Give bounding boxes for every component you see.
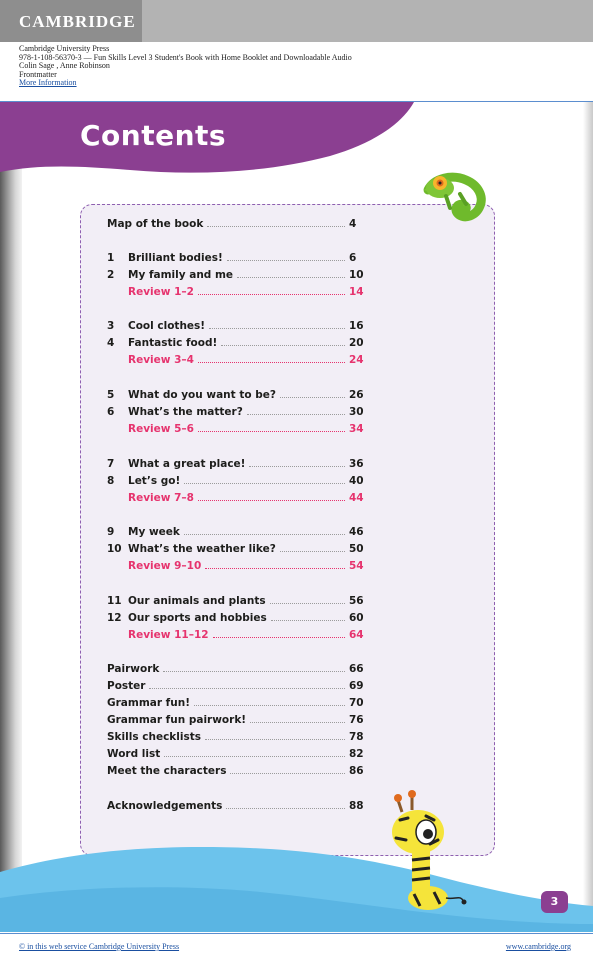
toc-title: Review 7–8 bbox=[128, 492, 194, 504]
toc-page-number: 70 bbox=[349, 697, 364, 709]
toc-row[interactable] bbox=[107, 746, 369, 760]
toc-unit-number: 3 bbox=[107, 320, 115, 332]
toc-row[interactable] bbox=[107, 473, 369, 487]
toc-review-row[interactable] bbox=[107, 490, 369, 504]
toc-leader-dots bbox=[205, 739, 345, 740]
toc-row[interactable] bbox=[107, 541, 369, 555]
toc-row[interactable] bbox=[107, 729, 369, 743]
toc-leader-dots bbox=[250, 722, 345, 723]
toc-page-number: 50 bbox=[349, 543, 364, 555]
toc-page-number: 20 bbox=[349, 337, 364, 349]
toc-row[interactable] bbox=[107, 318, 369, 332]
toc-title: Acknowledgements bbox=[107, 800, 223, 812]
toc-row[interactable] bbox=[107, 456, 369, 470]
isbn-line: 978-1-108-56370-3 — Fun Skills Level 3 Student's Book with Home Booklet and Downloadable Audio bbox=[19, 52, 352, 62]
toc-page-number: 14 bbox=[349, 286, 364, 298]
toc-unit-number: 10 bbox=[107, 543, 122, 555]
footer-divider bbox=[0, 933, 593, 934]
toc-page-number: 86 bbox=[349, 765, 364, 777]
book-metadata bbox=[19, 45, 352, 88]
toc-review-row[interactable] bbox=[107, 352, 369, 366]
book-page bbox=[0, 102, 593, 932]
toc-row[interactable] bbox=[107, 335, 369, 349]
toc-title: My family and me bbox=[128, 269, 234, 281]
toc-page-number: 76 bbox=[349, 714, 364, 726]
toc-page-number: 64 bbox=[349, 629, 364, 641]
toc-row[interactable] bbox=[107, 267, 369, 281]
purple-header-wave bbox=[0, 102, 593, 202]
toc-page-number: 6 bbox=[349, 252, 357, 264]
toc-row[interactable] bbox=[107, 661, 369, 675]
toc-page-number: 88 bbox=[349, 800, 364, 812]
toc-title: Review 1–2 bbox=[128, 286, 194, 298]
publisher-line: Cambridge University Press bbox=[19, 44, 110, 53]
toc-row[interactable] bbox=[107, 387, 369, 401]
toc-leader-dots bbox=[164, 756, 345, 757]
toc-title: Pairwork bbox=[107, 663, 160, 675]
toc-title: Poster bbox=[107, 680, 146, 692]
toc-leader-dots bbox=[205, 568, 345, 569]
toc-leader-dots bbox=[227, 260, 345, 261]
toc-page-number: 69 bbox=[349, 680, 364, 692]
toc-unit-number: 8 bbox=[107, 475, 115, 487]
toc-title: Fantastic food! bbox=[128, 337, 218, 349]
toc-title: Skills checklists bbox=[107, 731, 201, 743]
toc-title: Grammar fun pairwork! bbox=[107, 714, 247, 726]
toc-leader-dots bbox=[149, 688, 345, 689]
toc-unit-number: 12 bbox=[107, 612, 122, 624]
toc-page-number: 16 bbox=[349, 320, 364, 332]
sky-blue-ground-wave bbox=[0, 802, 593, 932]
toc-title: Review 9–10 bbox=[128, 560, 202, 572]
chameleon-illustration bbox=[420, 168, 490, 228]
toc-title: Our sports and hobbies bbox=[128, 612, 267, 624]
toc-review-row[interactable] bbox=[107, 284, 369, 298]
toc-page-number: 60 bbox=[349, 612, 364, 624]
copyright-link[interactable]: © in this web service Cambridge University Press bbox=[19, 942, 180, 951]
toc-page-number: 4 bbox=[349, 218, 357, 230]
toc-title: What a great place! bbox=[128, 458, 246, 470]
toc-leader-dots bbox=[213, 637, 345, 638]
page-title: Contents bbox=[80, 119, 227, 152]
toc-title: What do you want to be? bbox=[128, 389, 276, 401]
toc-row[interactable] bbox=[107, 216, 369, 230]
toc-unit-number: 7 bbox=[107, 458, 115, 470]
toc-title: Meet the characters bbox=[107, 765, 227, 777]
section-line: Frontmatter bbox=[19, 69, 57, 79]
toc-row[interactable] bbox=[107, 593, 369, 607]
toc-title: Our animals and plants bbox=[128, 595, 266, 607]
toc-page-number: 34 bbox=[349, 423, 364, 435]
toc-leader-dots bbox=[194, 705, 345, 706]
toc-leader-dots bbox=[198, 431, 345, 432]
toc-title: My week bbox=[128, 526, 180, 538]
more-information-link[interactable]: More Information bbox=[19, 78, 77, 88]
toc-leader-dots bbox=[271, 620, 345, 621]
toc-page-number: 26 bbox=[349, 389, 364, 401]
toc-title: Map of the book bbox=[107, 218, 204, 230]
toc-leader-dots bbox=[207, 226, 345, 227]
toc-review-row[interactable] bbox=[107, 627, 369, 641]
toc-page-number: 44 bbox=[349, 492, 364, 504]
toc-leader-dots bbox=[209, 328, 345, 329]
authors-line: Colin Sage , Anne Robinson bbox=[19, 61, 110, 71]
toc-leader-dots bbox=[184, 483, 345, 484]
toc-page-number: 78 bbox=[349, 731, 364, 743]
toc-page-number: 30 bbox=[349, 406, 364, 418]
toc-unit-number: 5 bbox=[107, 389, 115, 401]
toc-review-row[interactable] bbox=[107, 421, 369, 435]
toc-leader-dots bbox=[230, 773, 345, 774]
toc-title: What’s the matter? bbox=[128, 406, 243, 418]
toc-leader-dots bbox=[198, 294, 345, 295]
toc-row[interactable] bbox=[107, 404, 369, 418]
toc-leader-dots bbox=[280, 551, 345, 552]
toc-title: Review 3–4 bbox=[128, 354, 194, 366]
brand-text: CAMBRIDGE bbox=[19, 12, 136, 31]
toc-row[interactable] bbox=[107, 712, 369, 726]
toc-unit-number: 2 bbox=[107, 269, 115, 281]
toc-leader-dots bbox=[163, 671, 345, 672]
toc-row[interactable] bbox=[107, 695, 369, 709]
toc-row[interactable] bbox=[107, 763, 369, 777]
toc-page-number: 66 bbox=[349, 663, 364, 675]
toc-title: Review 11–12 bbox=[128, 629, 209, 641]
toc-row[interactable] bbox=[107, 250, 369, 264]
toc-page-number: 10 bbox=[349, 269, 364, 281]
cambridge-logo[interactable] bbox=[0, 0, 142, 42]
toc-unit-number: 1 bbox=[107, 252, 115, 264]
toc-leader-dots bbox=[247, 414, 345, 415]
toc-page-number: 54 bbox=[349, 560, 364, 572]
giraffe-illustration bbox=[382, 790, 482, 916]
toc-row[interactable] bbox=[107, 678, 369, 692]
toc-title: Review 5–6 bbox=[128, 423, 194, 435]
toc-title: What’s the weather like? bbox=[128, 543, 276, 555]
toc-title: Grammar fun! bbox=[107, 697, 190, 709]
toc-unit-number: 6 bbox=[107, 406, 115, 418]
toc-leader-dots bbox=[221, 345, 345, 346]
toc-unit-number: 9 bbox=[107, 526, 115, 538]
toc-page-number: 82 bbox=[349, 748, 364, 760]
toc-page-number: 36 bbox=[349, 458, 364, 470]
toc-title: Let’s go! bbox=[128, 475, 181, 487]
toc-leader-dots bbox=[198, 500, 345, 501]
toc-leader-dots bbox=[280, 397, 345, 398]
toc-page-number: 40 bbox=[349, 475, 364, 487]
website-link[interactable]: www.cambridge.org bbox=[505, 942, 571, 951]
toc-page-number: 24 bbox=[349, 354, 364, 366]
toc-leader-dots bbox=[184, 534, 345, 535]
toc-review-row[interactable] bbox=[107, 558, 369, 572]
header-bar bbox=[0, 0, 593, 42]
toc-leader-dots bbox=[237, 277, 345, 278]
toc-page-number: 46 bbox=[349, 526, 364, 538]
toc-leader-dots bbox=[198, 362, 345, 363]
toc-page-number: 56 bbox=[349, 595, 364, 607]
toc-unit-number: 11 bbox=[107, 595, 122, 607]
toc-unit-number: 4 bbox=[107, 337, 115, 349]
toc-row[interactable] bbox=[107, 610, 369, 624]
toc-title: Cool clothes! bbox=[128, 320, 206, 332]
toc-leader-dots bbox=[249, 466, 345, 467]
page-number-badge: 3 bbox=[541, 891, 568, 913]
toc-title: Word list bbox=[107, 748, 161, 760]
toc-row[interactable] bbox=[107, 524, 369, 538]
toc-leader-dots bbox=[270, 603, 345, 604]
toc-title: Brilliant bodies! bbox=[128, 252, 223, 264]
